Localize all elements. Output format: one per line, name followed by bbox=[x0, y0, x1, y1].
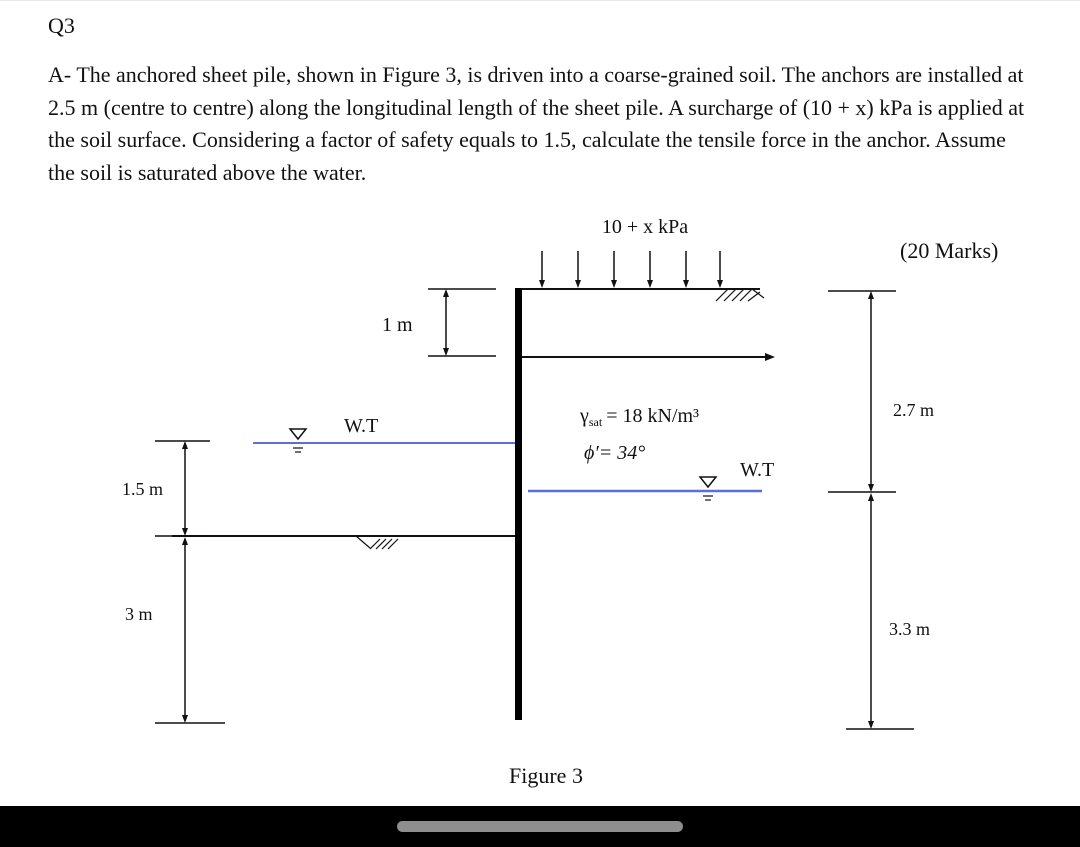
ground-hatch-left bbox=[356, 536, 398, 549]
left-dim-top-label: 1.5 m bbox=[122, 479, 164, 499]
ground-hatch-top bbox=[716, 289, 764, 301]
anchor-depth-label: 1 m bbox=[382, 314, 413, 336]
marks-label: (20 Marks) bbox=[900, 238, 999, 263]
right-dim-top-label: 2.7 m bbox=[893, 400, 935, 420]
right-dim-bottom-label: 3.3 m bbox=[889, 619, 931, 639]
question-text bbox=[48, 59, 1033, 189]
surcharge-label: 10 + x kPa bbox=[601, 216, 689, 238]
svg-text:γsat= 18 kN/m³ bbox=[579, 405, 699, 429]
home-indicator[interactable] bbox=[397, 821, 683, 832]
left-water-table-label: W.T bbox=[344, 415, 379, 437]
gamma-value: = 18 kN/m³ bbox=[606, 405, 700, 427]
question-body: The anchored sheet pile, shown in Figure 3, is driven into a coarse-grained soil. The anchors are installed at 2.5 m (centre to centre) along the longitudinal length of the sheet pile. A surcharge of (10 + x) kPa is applied at the soil surface. Considering a factor of safety equals to 1.5, calculate the tensile force in the anchor. Assume the soil is saturated above the water. bbox=[48, 62, 1025, 185]
surcharge-arrows bbox=[542, 251, 720, 284]
friction-angle-label: ϕ′= 34° bbox=[584, 442, 646, 464]
part-label: A- bbox=[48, 62, 72, 87]
gamma-sub: sat bbox=[588, 415, 603, 429]
question-number: Q3 bbox=[48, 13, 75, 38]
gamma-symbol: γ bbox=[580, 405, 589, 427]
left-dim-bottom-label: 3 m bbox=[125, 604, 153, 624]
figure-3 bbox=[0, 196, 1080, 807]
right-water-table-icon bbox=[700, 477, 716, 500]
left-water-table-icon bbox=[290, 429, 306, 452]
figure-caption: Figure 3 bbox=[509, 763, 583, 788]
right-water-table-label: W.T bbox=[740, 459, 775, 481]
sheet-pile-wall bbox=[515, 288, 522, 720]
unit-weight-label bbox=[579, 405, 699, 429]
